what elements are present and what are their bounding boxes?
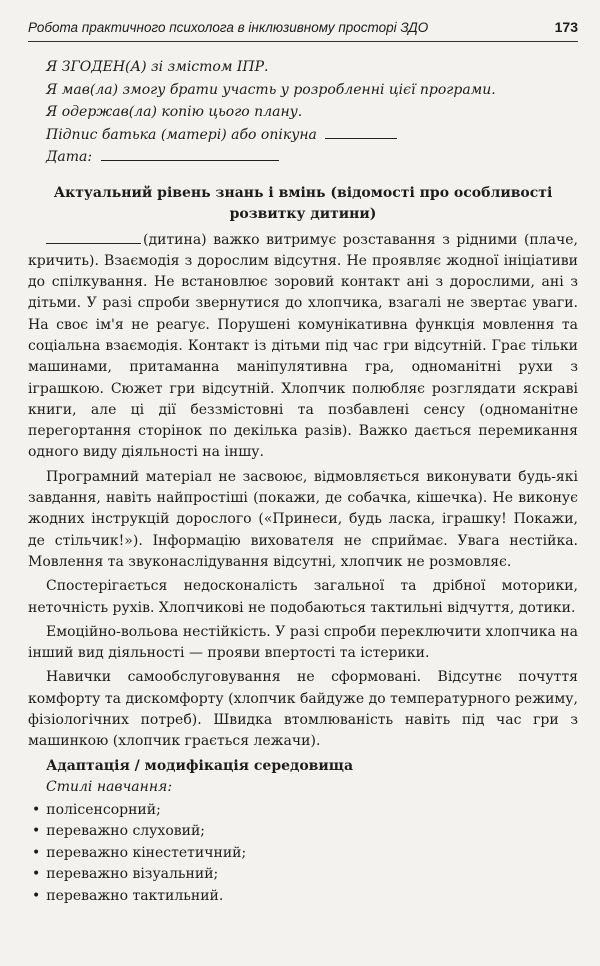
running-header bbox=[28, 0, 578, 42]
body-paragraph: Емоційно-вольова нестійкість. У разі спроби переключити хлопчика на інший вид діяльності — прояви впертості та істерики. bbox=[28, 623, 578, 662]
adaptation-heading: Адаптація / модифікація середовища bbox=[46, 757, 354, 774]
page-number: 173 bbox=[554, 19, 578, 35]
agreement-block bbox=[46, 56, 578, 169]
body-paragraph: Навички самообслуговування не сформовані. Відсутнє почуття комфорту та дискомфорту (хлопчик байдуже до температурного режиму, фізіологічних потреб). Швидка втомлюваність навіть під час гри з машинкою (хлопчик грається лежачи). bbox=[28, 669, 578, 750]
styles-label: Стилі навчання: bbox=[46, 778, 173, 795]
signature-blank bbox=[325, 124, 397, 139]
body-paragraph: Програмний матеріал не засвоює, відмовляється виконувати будь-які завдання, навіть найпростіші (покажи, де собачка, кішечка). Не виконує жодних інструкцій дорослого («Принеси, будь ласка, іграшку! Покажи, де стільчик!»). Інформацію вихователя не сприймає. Увага нестійка. Мовлення та звуконаслідування відсутні, хлопчик не розмовляє. bbox=[28, 468, 578, 570]
agreement-line: Я ЗГОДЕН(А) зі змістом ІПР. bbox=[46, 59, 269, 75]
signature-label: Підпис батька (матері) або опікуна bbox=[46, 126, 317, 143]
body-paragraph: Спостерігається недосконалість загальної та дрібної моторики, неточність рухів. Хлопчикові не подобаються тактильні відчуття, дотики. bbox=[28, 578, 578, 616]
styles-list bbox=[28, 800, 578, 908]
date-label: Дата: bbox=[46, 149, 93, 165]
body-paragraph: (дитина) важко витримує розставання з рідними (плаче, кричить). Взаємодія з дорослим відсутня. Не проявляє жодної ініціативи до спілкування. Не встановлює зоровий контакт ані з дорослими, ані з дітьми. У разі спроби звернутися до хлопчика, взагалі не звертає уваги. На своє ім'я не реагує. Порушені комунікативна функція мовлення та соціальна взаємодія. Контакт із дітьми під час гри відсутній. Грає тільки машинами, притаманна маніпулятивна гра, одноманітні рухи з іграшкою. Сюжет гри відсутній. Хлопчик полюбляє розглядати яскраві книги, але ці дії беззмістовні та позбавлені сенсу (одноманітне перегортання сторінок по декілька разів). Важко дається перемикання одного виду діяльності на іншу. bbox=[28, 229, 578, 464]
list-item: • переважно візуальний; bbox=[28, 864, 578, 886]
list-item: • переважно тактильний. bbox=[28, 886, 578, 908]
section-body bbox=[28, 229, 578, 753]
child-name-blank bbox=[46, 229, 141, 244]
agreement-line: Я мав(ла) змогу брати участь у розробленні цієї програми. bbox=[46, 81, 496, 98]
list-item: • переважно кінестетичний; bbox=[28, 843, 578, 865]
date-line bbox=[46, 146, 578, 169]
header-title: Робота практичного психолога в інклюзивному просторі ЗДО bbox=[28, 20, 429, 35]
agreement-line: Я одержав(ла) копію цього плану. bbox=[46, 104, 303, 120]
signature-line bbox=[46, 124, 578, 147]
list-item: • переважно слуховий; bbox=[28, 821, 578, 843]
list-item: • полісенсорний; bbox=[28, 800, 578, 822]
date-blank bbox=[101, 146, 279, 161]
section-title: Актуальний рівень знань і вмінь (відомості про особливості розвитку дитини) bbox=[53, 184, 553, 222]
